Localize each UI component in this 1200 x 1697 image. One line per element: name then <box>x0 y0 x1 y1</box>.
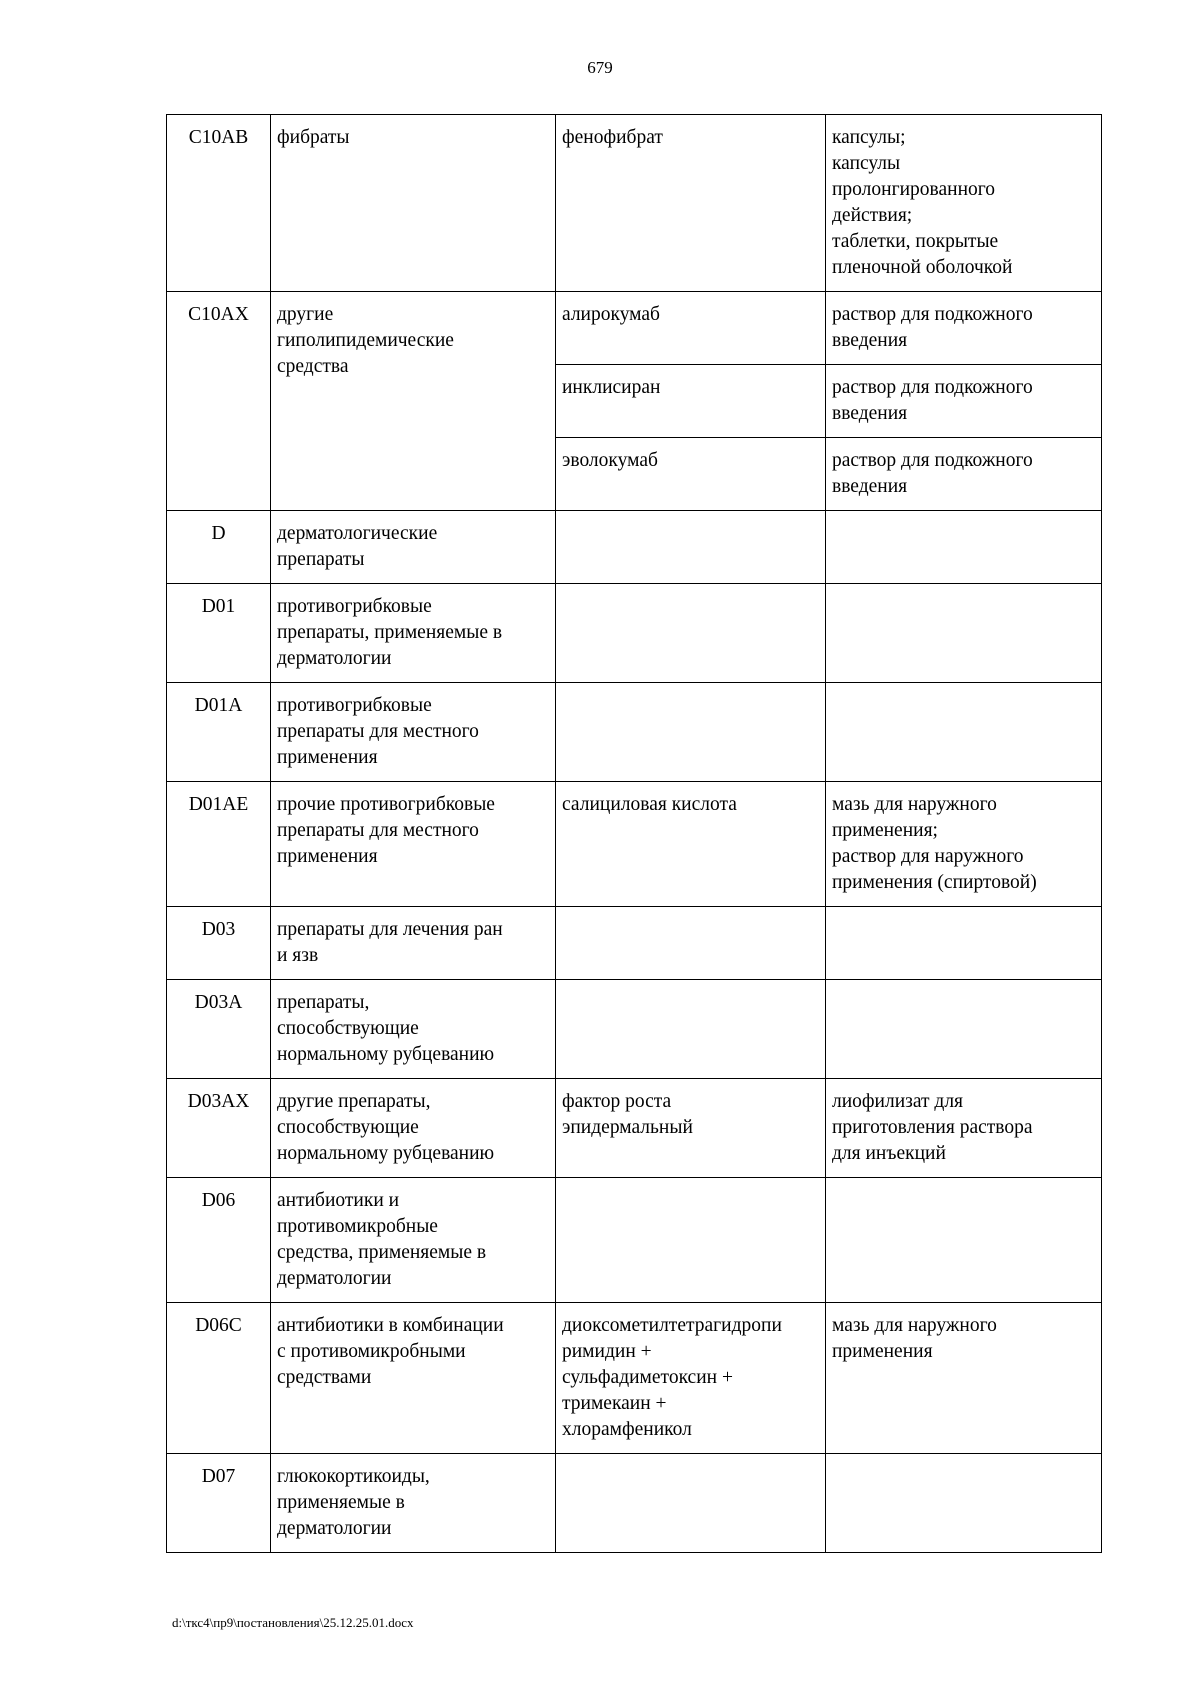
substance-name-cell <box>556 511 826 584</box>
dosage-form-cell <box>826 584 1102 683</box>
group-text-line: противогрибковые <box>277 695 432 716</box>
dosage-form-text-line: введения <box>832 403 908 424</box>
dosage-form-text-line: капсулы <box>832 153 901 174</box>
substance-text-line: хлорамфеникол <box>562 1419 692 1440</box>
group-text-line: гиполипидемические <box>277 330 454 351</box>
table-row <box>167 683 1102 782</box>
group-text-line: препараты <box>277 549 365 570</box>
dosage-form-text-line: пролонгированного <box>832 179 996 200</box>
substance-text-line: эпидермальный <box>562 1117 693 1138</box>
anatomical-group-cell <box>271 1079 556 1178</box>
table-row <box>167 115 1102 292</box>
group-text-line: другие <box>277 304 334 325</box>
dosage-form-text-line: мазь для наружного <box>832 794 997 815</box>
group-text-line: глюкокортикоиды, <box>277 1466 430 1487</box>
substance-name-cell <box>556 292 826 365</box>
substance-name-cell <box>556 1303 826 1454</box>
table-body <box>167 115 1102 1553</box>
dosage-form-cell <box>826 1303 1102 1454</box>
substance-text-line: диоксометилтетрагидропи <box>562 1315 782 1336</box>
substance-name-cell <box>556 980 826 1079</box>
dosage-form-cell <box>826 1454 1102 1553</box>
dosage-form-cell <box>826 1079 1102 1178</box>
substance-name-cell <box>556 683 826 782</box>
substance-text-line: тримекаин + <box>562 1393 667 1414</box>
dosage-form-text-line: введения <box>832 476 908 497</box>
dosage-form-text-line: раствор для подкожного <box>832 304 1033 325</box>
anatomical-group-cell <box>271 115 556 292</box>
substance-name-cell <box>556 365 826 438</box>
group-text-line: нормальному рубцеванию <box>277 1044 495 1065</box>
table-row <box>167 292 1102 365</box>
group-text-line: дерматологии <box>277 1268 392 1289</box>
group-text-line: препараты, <box>277 992 370 1013</box>
dosage-form-cell <box>826 980 1102 1079</box>
substance-text-line: фенофибрат <box>562 127 663 148</box>
anatomical-group-cell <box>271 584 556 683</box>
table-row <box>167 1178 1102 1303</box>
anatomical-group-cell <box>271 292 556 511</box>
group-text-line: применения <box>277 747 378 768</box>
group-text-line: применения <box>277 846 378 867</box>
dosage-form-text-line: раствор для наружного <box>832 846 1024 867</box>
group-text-line: противогрибковые <box>277 596 432 617</box>
substance-text-line: инклисиран <box>562 377 661 398</box>
group-text-line: антибиотики и <box>277 1190 400 1211</box>
group-text-line: средства <box>277 356 349 377</box>
dosage-form-cell <box>826 511 1102 584</box>
anatomical-group-cell <box>271 511 556 584</box>
group-text-line: средствами <box>277 1367 372 1388</box>
dosage-form-text-line: применения; <box>832 820 938 841</box>
table-row <box>167 1079 1102 1178</box>
group-text-line: применяемые в <box>277 1492 405 1513</box>
group-text-line: препараты для лечения ран <box>277 919 503 940</box>
substance-text-line: эволокумаб <box>562 450 658 471</box>
group-text-line: способствующие <box>277 1117 419 1138</box>
group-text-line: дерматологии <box>277 1518 392 1539</box>
group-text-line: дерматологии <box>277 648 392 669</box>
group-text-line: дерматологические <box>277 523 438 544</box>
anatomical-group-cell <box>271 1454 556 1553</box>
dosage-form-cell <box>826 1178 1102 1303</box>
dosage-form-cell <box>826 438 1102 511</box>
anatomical-group-cell <box>271 683 556 782</box>
table-row <box>167 584 1102 683</box>
substance-name-cell <box>556 438 826 511</box>
dosage-form-cell <box>826 292 1102 365</box>
group-text-line: другие препараты, <box>277 1091 431 1112</box>
substance-name-cell <box>556 584 826 683</box>
anatomical-group-cell <box>271 907 556 980</box>
substance-text-line: фактор роста <box>562 1091 672 1112</box>
substance-name-cell <box>556 115 826 292</box>
group-text-line: препараты, применяемые в <box>277 622 503 643</box>
atc-code-cell: D03AX <box>167 1079 271 1178</box>
table-row <box>167 1454 1102 1553</box>
table-row <box>167 1303 1102 1454</box>
group-text-line: прочие противогрибковые <box>277 794 495 815</box>
atc-code-cell: D06 <box>167 1178 271 1303</box>
group-text-line: препараты для местного <box>277 820 479 841</box>
dosage-form-text-line: раствор для подкожного <box>832 450 1033 471</box>
dosage-form-text-line: лиофилизат для <box>832 1091 964 1112</box>
table-row <box>167 980 1102 1079</box>
anatomical-group-cell <box>271 1303 556 1454</box>
table-row <box>167 511 1102 584</box>
substance-name-cell <box>556 1178 826 1303</box>
atc-code-cell: D07 <box>167 1454 271 1553</box>
dosage-form-text-line: капсулы; <box>832 127 906 148</box>
dosage-form-cell <box>826 782 1102 907</box>
dosage-form-text-line: мазь для наружного <box>832 1315 997 1336</box>
page-number: 679 <box>587 58 613 77</box>
table-row <box>167 907 1102 980</box>
atc-code-cell: D03 <box>167 907 271 980</box>
dosage-form-text-line: введения <box>832 330 908 351</box>
group-text-line: нормальному рубцеванию <box>277 1143 495 1164</box>
dosage-form-text-line: применения (спиртовой) <box>832 872 1037 893</box>
anatomical-group-cell <box>271 1178 556 1303</box>
substance-text-line: алирокумаб <box>562 304 660 325</box>
substance-name-cell <box>556 1079 826 1178</box>
group-text-line: препараты для местного <box>277 721 479 742</box>
dosage-form-cell <box>826 683 1102 782</box>
group-text-line: и язв <box>277 945 319 966</box>
substance-name-cell <box>556 907 826 980</box>
group-text-line: средства, применяемые в <box>277 1242 487 1263</box>
dosage-form-text-line: пленочной оболочкой <box>832 257 1013 278</box>
substance-name-cell <box>556 1454 826 1553</box>
dosage-form-text-line: таблетки, покрытые <box>832 231 999 252</box>
table-row <box>167 782 1102 907</box>
atc-code-cell: D03A <box>167 980 271 1079</box>
group-text-line: противомикробные <box>277 1216 438 1237</box>
group-text-line: способствующие <box>277 1018 419 1039</box>
atc-code-cell: D <box>167 511 271 584</box>
atc-code-cell: D01A <box>167 683 271 782</box>
atc-code-cell: D01 <box>167 584 271 683</box>
atc-code-cell: C10AB <box>167 115 271 292</box>
substance-name-cell <box>556 782 826 907</box>
substance-text-line: римидин + <box>562 1341 652 1362</box>
medication-table <box>166 114 1102 1553</box>
group-text-line: фибраты <box>277 127 350 148</box>
dosage-form-text-line: применения <box>832 1341 933 1362</box>
dosage-form-text-line: действия; <box>832 205 913 226</box>
dosage-form-cell <box>826 365 1102 438</box>
group-text-line: антибиотики в комбинации <box>277 1315 504 1336</box>
dosage-form-text-line: раствор для подкожного <box>832 377 1033 398</box>
group-text-line: с противомикробными <box>277 1341 466 1362</box>
anatomical-group-cell <box>271 782 556 907</box>
substance-text-line: салициловая кислота <box>562 794 737 815</box>
footer-file-path: d:\ткс4\пр9\постановления\25.12.25.01.docx <box>172 1615 414 1630</box>
atc-code-cell: C10AX <box>167 292 271 511</box>
dosage-form-text-line: приготовления раствора <box>832 1117 1033 1138</box>
dosage-form-cell <box>826 115 1102 292</box>
substance-text-line: сульфадиметоксин + <box>562 1367 733 1388</box>
atc-code-cell: D06C <box>167 1303 271 1454</box>
atc-code-cell: D01AE <box>167 782 271 907</box>
dosage-form-text-line: для инъекций <box>832 1143 946 1164</box>
anatomical-group-cell <box>271 980 556 1079</box>
dosage-form-cell <box>826 907 1102 980</box>
